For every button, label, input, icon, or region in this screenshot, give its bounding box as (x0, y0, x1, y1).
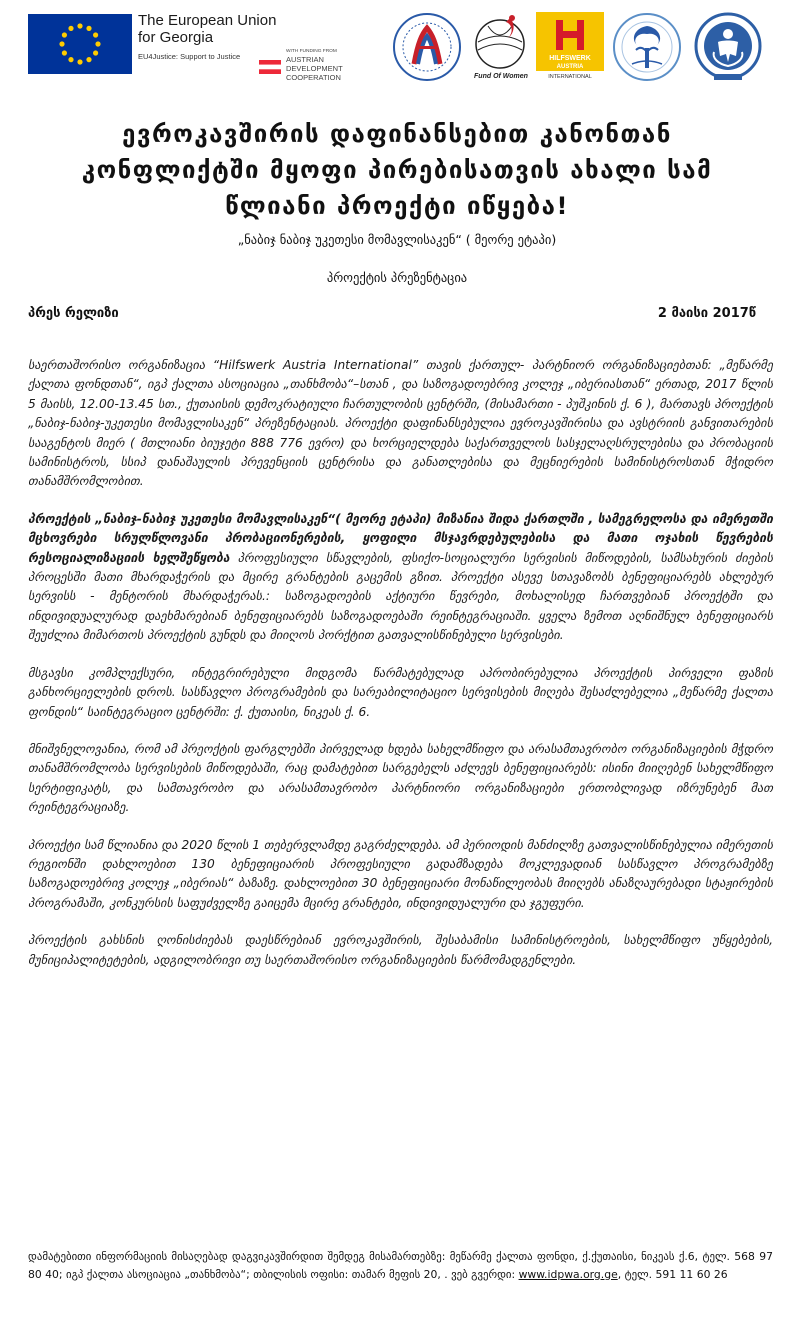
fund-of-women-text: Fund Of Women (474, 73, 528, 80)
hilfswerk-logo (536, 12, 604, 80)
footer-phone: , ტელ. 591 11 60 26 (617, 1267, 728, 1281)
tree-association-logo (612, 12, 682, 82)
paragraph-5: პროექტი სამ წლიანია და 2020 წლის 1 თებერვლამდე გაგრძელდება. ამ პერიოდის მანძილზე გათვალისწინებულია იმერეთის რეგიონში დახლოებით 130 ბენეფიციარის პროფესიული გადამზადება მოკლევადიან სასწავლო პროგრამებზე საზოგადოებრივ კოლეჯ „იბერიას“ ბაზაზე. დახლოებით 30 ბენეფიციარი მონაწილეობას მიიღებს ანაზღაურებადი სტაჟირების პროგრამაში, კონკურსის საფუძველზე გაიცემა მცირე გრანტები, ინდივიდუალური და ჯგუფური. (28, 837, 773, 910)
austrian-line-1: AUSTRIAN (286, 55, 324, 64)
contact-footer (28, 1248, 773, 1283)
hilfswerk-austria-text: AUSTRIA (556, 64, 584, 70)
paragraph-2 (28, 510, 773, 646)
austrian-development-label (286, 48, 343, 82)
hilfswerk-international-text: INTERNATIONAL (548, 74, 592, 80)
funding-label: WITH FUNDING FROM (286, 49, 337, 54)
eu-title-line2: for Georgia (138, 29, 214, 46)
document-title (0, 116, 794, 224)
document-subtitle: „ნაბიჯ ნაბიჯ უკეთესი მომავლისაკენ“ ( მეორე ეტაპი) (237, 232, 557, 247)
title-line-3: წლიანი პროექტი იწყება! (225, 192, 569, 220)
paragraph-6: პროექტის გახსნის ღონისძიებას დაესწრებიან ევროკავშირის, შესაბამისი სამინისტროების, სახელმწიფო უწყებების, მუნიციპალიტეტების, ადგილობრივი თუ საერთაშორისო ორგანიზაციების წარმომადგენლები. (28, 933, 773, 967)
paragraph-3: მსგავსი კომპლექსური, ინტეგრირებული მიდგომა წარმატებულად აპრობირებულია პროექტის პირველი ფაზის განხორციელების დროს. სასწავლო პროგრამების და სარეაბილიტაციო სერვისების მიღება შესაძლებელია „მეწარმე ქალთა ფონდის“ საინტეგრაციო ცენტრში: ქ. ქუთაისი, ნიკეას ქ. 6. (28, 665, 773, 719)
eu-title-line1: The European Union (138, 12, 277, 29)
paragraph-4: მნიშვნელოვანია, რომ ამ პრეოქტის ფარგლებში პირველად ხდება სახელმწიფო და არასამთავრობო ორგანიზაციების მჭდრო თანამშრომლობა სერვისების მიწოდებაში, რაც დამატებით სარგებელს აძლევს ბენეფიციარებს: ისინი მიიღებენ სახელმწიფო სერტიფიკატს, და სამთავრობო და არასამთავრობო პარტნიორი ორგანიზაციები ერთობლივად იზრუნებენ მათ რეინტეგრაციაზე. (28, 741, 773, 815)
body-text (28, 356, 773, 988)
paragraph-2-rest: პროფესიული სწავლების, ფსიქო-სოციალური სერვისის მიწოდების, სამსახურის ძიების პროცესში მათი მხარდაჭერის და მცირე გრანტების გაცემის გზით. პროექტი ასევე სთავაზობს ბენეფიციარებს ახლებურ სერვისს - მენტორის მხარდაჭერას.: საზოგადოების აქტიური წევრები, მოხალისედ ჩართვებიან პროექტში და ინდივიდუალურად დაეხმარებიან ბენეფიციარებს საზოგადოებაში რეინტეგრაციაში. ყველა ზემოთ აღნიშნულ ბენეფიციარს შეუძლია მიმართოს პროექტის გუნდს და მიიღოს პორქტით გათვალისწინებული სერვისები. (28, 550, 773, 643)
figure-association-logo (688, 12, 768, 84)
press-release-date: 2 მაისი 2017წ (657, 306, 756, 321)
footer-text: დამატებითი ინფორმაციის მისაღებად დაგვიკავშირდით შემდეგ მისამართებზე: მეწარმე ქალთა ფონდი, ქ.ქუთაისი, ნიკეას ქ.6, ტელ. 568 97 80 40; იგპ ქალთა ასოციაცია „თანხმობა“; თბილისის ოფისი: თამარ მეფის 20, . ვებ გვერდი: (28, 1250, 773, 1281)
austrian-line-3: COOPERATION (286, 73, 341, 82)
presentation-heading: პროექტის პრეზენტაცია (326, 270, 468, 285)
logo-bar (28, 12, 768, 84)
austria-flag-icon (259, 60, 281, 74)
fund-of-women-logo (470, 12, 532, 82)
eu-flag-icon (28, 14, 132, 74)
press-release-label: პრეს რელიზი (28, 306, 119, 321)
paragraph-2-lead: პროექტის „ნაბიჯ-ნაბიჯ უკეთესი მომავლისაკენ“( მეორე ეტაპი) მიზანია შიდა ქართლში , სამეგრელოსა და იმერეთში მცხოვრები სრულწლოვანი პრობაციონერების, ყოფილი მსჯავრდებულებისა და მათი ოჯახის წევრების რესოციალიზაციის ხელშეწყობა (28, 511, 773, 565)
austrian-line-2: DEVELOPMENT (286, 64, 343, 73)
website-link[interactable]: www.idpwa.org.ge (518, 1267, 618, 1281)
eu-subtitle: EU4Justice: Support to Justice (138, 52, 241, 61)
paragraph-1: საერთაშორისო ორგანიზაცია “Hilfswerk Austria International” თავის ქართულ- პარტნიორ ორგანიზაციებთან: „მეწარმე ქალთა ფონდთან“, იგპ ქალთა ასოციაცია „თანხმობა“–სთან , და საზოგადოებრივ კოლეჯ „იბერიასთან“ ერთად, 2017 წლის 5 მაისს, 12.00-13.45 სთ., ქუთაისის დემოკრატიული ჩართულობის ცენტრში, (მისამართი - პუშკინის ქ. 6 ), მართავს პროექტის „ნაბიჯ-ნაბიჯ-უკეთესი მომავლისაკენ“ პრეზენტაციას. პროექტი დაფინანსებულია ევროკავშირისა და ავსტრიის განვითარების სააგენტოს მიერ ( მთლიანი ბიუჯეტი 888 776 ევრო) და ხორციელდება საქართველოს სასჯელაღსრულებისა და პრობაციის სამინისტროს, სსიპ დანაშაულის პრევენციის ცენტრისა და განათლებისა და მეცნიერების სამინისტროსთან მჭიდრო თანამშრომლობით. (28, 358, 773, 489)
hilfswerk-text: HILFSWERK (549, 55, 591, 62)
title-line-2: კონფლიქტში მყოფი პირებისათვის ახალი სამ (81, 156, 713, 184)
title-line-1: ევროკავშირის დაფინანსებით კანონთან (122, 120, 672, 148)
partner-association-logo (392, 12, 462, 82)
